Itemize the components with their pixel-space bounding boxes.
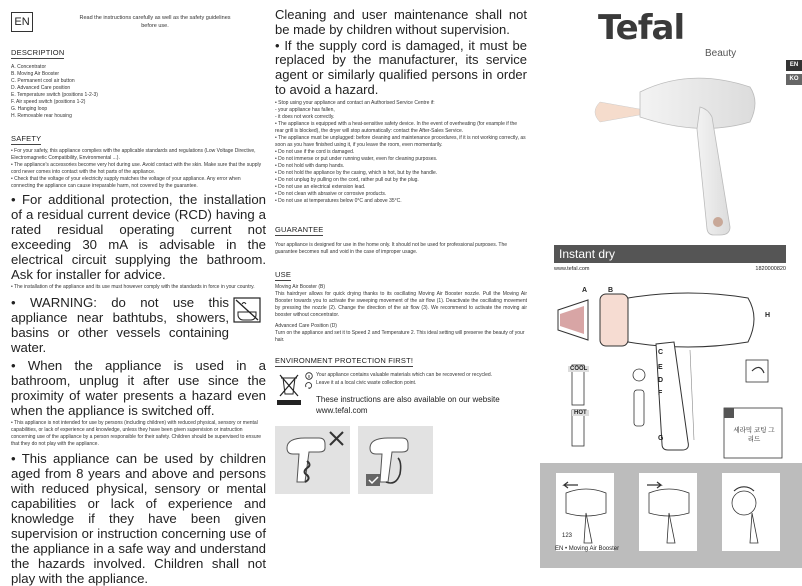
safety-list-item: • The appliance is equipped with a heat-sensitive safety device. In the event of overheating (for example if the rear grill is blocked), the dryer will stop automatically: contact the After-Sales Service.	[275, 120, 518, 134]
safety-list	[275, 100, 527, 205]
label-d: D	[658, 377, 664, 384]
label-g: G	[658, 435, 664, 442]
safety-list-item: - your appliance has fallen,	[275, 106, 335, 113]
brand-logo: Tefal	[598, 8, 685, 48]
description-item: A. Concentrator	[11, 64, 47, 70]
safety-list-item: • Do not use if the cord is damaged.	[275, 148, 355, 155]
environment-heading: ENVIRONMENT PROTECTION FIRST!	[275, 355, 414, 365]
language-tab-ko[interactable]: KO	[786, 74, 802, 85]
description-item: B. Moving Air Booster	[11, 71, 60, 77]
safety-list-item: • Do not immerse or put under running water, even for cleaning purposes.	[275, 155, 438, 162]
label-e: E	[658, 364, 663, 371]
read-instructions-note: Read the instructions carefully as well as the safety guidelines before use.	[79, 15, 231, 29]
use-heading: USE	[275, 269, 292, 279]
reference-number: 1820000820	[755, 266, 786, 272]
safety-list-item: • Do not clean with abrasive or corrosive products.	[275, 190, 387, 197]
right-column	[540, 0, 802, 568]
description-list	[11, 64, 266, 120]
label-h: H	[765, 312, 771, 319]
safety-text: • The appliance's accessories become very hot during use. Avoid contact with the skin. Make sure that the supply cord never comes into contact with the hot parts of the appliance.	[11, 162, 262, 175]
cleaning-note: Cleaning and user maintenance shall not be made by children without supervision.	[275, 7, 527, 37]
bathroom-warning: • When the appliance is used in a bathroom, unplug it after use since the proximity of water presents a hazard even when the appliance is switched off.	[11, 358, 266, 418]
step-2-image	[639, 473, 697, 551]
label-a: A	[582, 287, 588, 294]
description-item: G. Hanging loop	[11, 106, 48, 112]
site-bar	[554, 266, 786, 272]
water-warning: • WARNING: do not use this appliance near bathtubs, showers, basins or other vessels containing water.	[11, 295, 229, 355]
label-c: C	[658, 349, 664, 356]
environment-text: Your appliance contains valuable materials which can be recovered or recycled.	[316, 371, 493, 378]
rcd-warning: • For additional protection, the installation of a residual current device (RCD) having a rated residual operating current not exceeding 30 mA is advisable in the electrical circuit supplying the bathroom. Ask for installer for advice.	[11, 192, 266, 282]
cord-wrap-illustration-bad	[275, 426, 350, 494]
description-item: C. Permanent cool air button	[11, 78, 75, 84]
safety-list-item: • Do not use an electrical extension lead.	[275, 183, 366, 190]
hot-label: HOT	[574, 410, 587, 416]
safety-text: • The installation of the appliance and its use must however comply with the standards in force in your country.	[11, 284, 255, 290]
website-note: These instructions are also available on our website www.tefal.com	[316, 394, 500, 415]
description-heading: DESCRIPTION	[11, 48, 65, 57]
brand-sub: Beauty	[705, 48, 737, 59]
guarantee-text: Your appliance is designed for use in the home only. It should not be used for professional purposes. The guarantee becomes null and void in the case of improper usage.	[275, 241, 508, 255]
use-text: Turn on the appliance and set it to Speed 2 and Temperature 2. This ideal setting will preserve the beauty of your hair.	[275, 329, 525, 343]
ceramic-grid-note: 세라믹 코팅 그리드	[733, 427, 775, 443]
use-subheading: Advanced Care Position (D)	[275, 322, 337, 329]
language-box: EN	[11, 12, 33, 32]
steps-panel	[540, 463, 802, 568]
step-1-image	[556, 473, 614, 551]
environment-text: Leave it at a local civic waste collection point.	[316, 379, 417, 386]
safety-list-item: • Do not hold the appliance by the casing, which is hot, but by the handle.	[275, 169, 438, 176]
safety-list-item: • Do not unplug by pulling on the cord, rather pull out by the plug.	[275, 176, 419, 183]
step-3-image	[722, 473, 780, 551]
safety-text: • This appliance is not intended for use by persons (including children) with reduced physical, sensory or mental capabilities, or lack of experience and knowledge, unless they have been given supervision or instruction concerning use of the appliance by a person responsible for their safety. Children should be supervised to ensure that they do not play with the appliance.	[11, 420, 262, 447]
label-f: F	[658, 390, 663, 397]
cool-label: COOL	[570, 366, 588, 372]
description-item: E. Temperature switch (positions 1-2-3)	[11, 92, 98, 98]
website-url[interactable]: www.tefal.com	[554, 266, 590, 272]
children-warning: • This appliance can be used by children aged from 8 years and above and persons with reduced physical, sensory or mental capabilities or lack of experience and knowledge if they have been given supervision or instruction concerning use of the appliance in a safe way and understand the hazards involved. Children shall not play with the appliance.	[11, 451, 266, 586]
instant-dry-banner: Instant dry	[554, 245, 786, 263]
safety-list-item: • The appliance must be unplugged: before cleaning and maintenance procedures, if it is not working correctly, as soon as you have finished using it, if you leave the room, even momentarily.	[275, 134, 526, 148]
label-b: B	[608, 287, 614, 294]
use-text: This hairdryer allows for quick drying thanks to its oscillating Moving Air Booster nozzle. Pull the Moving Air Booster towards you to activate the sweeping movement of the air flow (1). Deactivate the oscillating movement by pressing the nozzle (2). Change the direction of the air flow (3). We recommend to activate the moving air booster without concentrator.	[275, 290, 527, 318]
cord-warning: • If the supply cord is damaged, it must be replaced by the manufacturer, its service agent or similarly qualified persons in order to avoid a hazard.	[275, 37, 527, 97]
no-bath-icon	[232, 296, 262, 324]
safety-list-item: • Do not hold with damp hands.	[275, 162, 345, 169]
safety-list-item: - it does not work correctly.	[275, 113, 335, 120]
info-icon	[305, 372, 313, 380]
cord-wrap-illustration-good	[358, 426, 433, 494]
safety-list-item: • Do not use at temperatures below 0°C and above 35°C.	[275, 197, 402, 204]
use-subheading: Moving Air Booster (B)	[275, 283, 326, 290]
safety-list-item: • Stop using your appliance and contact an Authorised Service Centre if:	[275, 99, 435, 106]
hairdryer-hero-image	[590, 62, 770, 242]
step-numbers: 123	[562, 533, 573, 539]
guarantee-heading: GUARANTEE	[275, 224, 324, 234]
description-item: H. Removable rear housing	[11, 113, 72, 119]
language-tab-en[interactable]: EN	[786, 60, 802, 71]
middle-column	[275, 8, 527, 496]
safety-text: • For your safety, this appliance complies with the applicable standards and regulations (Low Voltage Directive, Electromagnetic Compatibility, Environmental ...).	[11, 148, 256, 161]
safety-heading: SAFETY	[11, 134, 42, 143]
safety-text: • Check that the voltage of your electricity supply matches the voltage of your appliance. Any error when connecting the appliance can cause irreparable harm, not covered by the guarantee.	[11, 176, 241, 189]
description-item: D. Advanced Care position	[11, 85, 71, 91]
weee-bin-icon	[277, 372, 301, 398]
weee-bar	[277, 400, 301, 405]
recycle-icon	[305, 381, 313, 389]
description-item: F. Air speed switch (positions 1-2)	[11, 99, 86, 105]
page-footer: EN • Moving Air Booster	[555, 546, 620, 552]
